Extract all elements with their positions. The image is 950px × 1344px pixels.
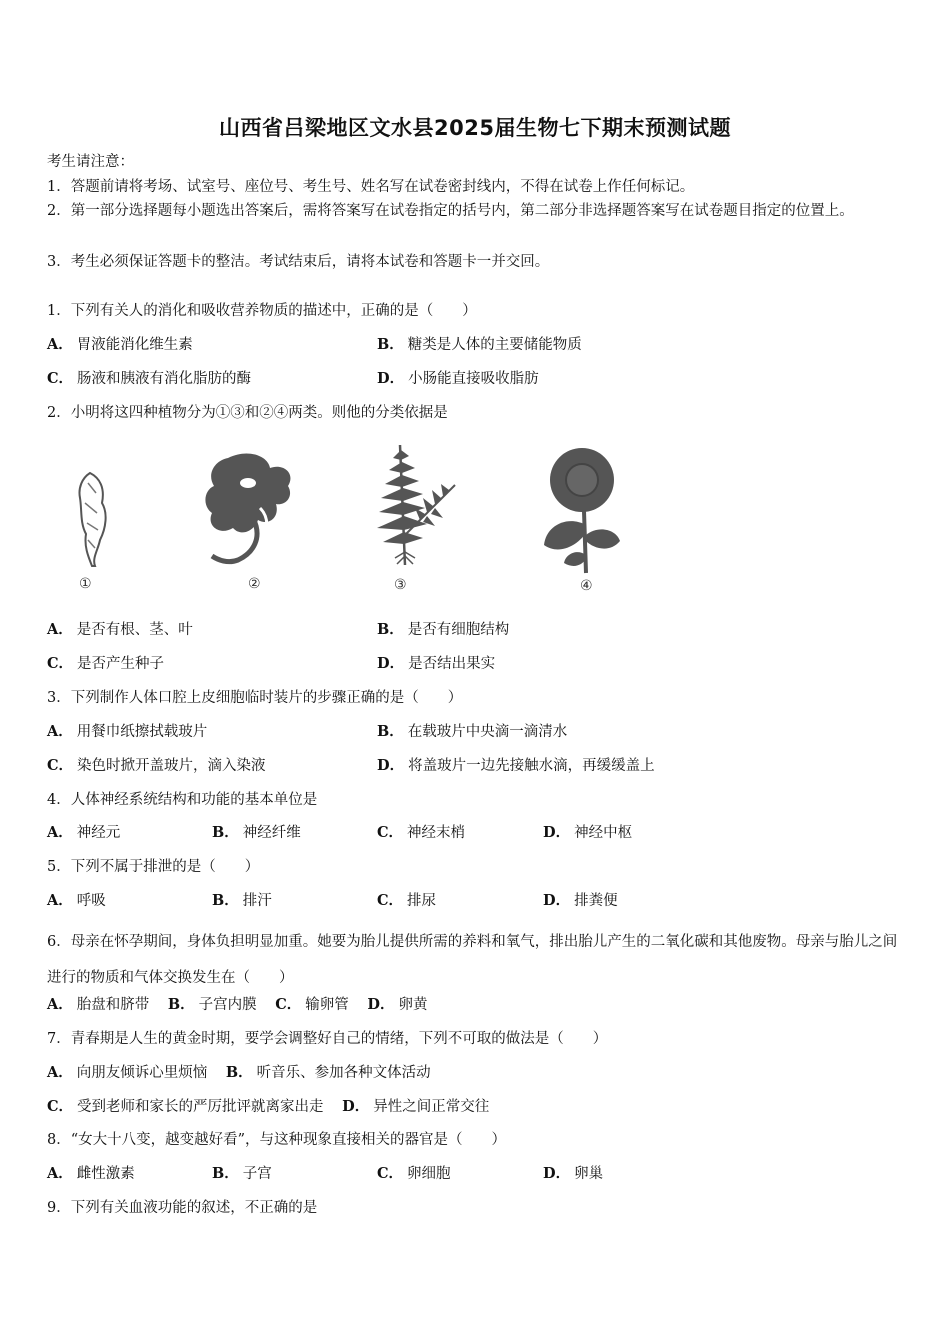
plant-figure-1 (70, 468, 120, 568)
option: D． 将盖玻片一边先接触水滴，再缓缓盖上 (377, 757, 655, 774)
option-row: C． 受到老师和家长的严厉批评就离家出走 D． 异性之间正常交往 (47, 1098, 490, 1115)
plant-figure-2 (198, 448, 298, 568)
option: C． 排尿 (377, 892, 437, 909)
question-stem: 6．母亲在怀孕期间，身体负担明显加重。她要为胎儿提供所需的养料和氧气，排出胎儿产生的二氧化碳和其他废物。母亲与胎儿之间进行的物质和气体交换发生在（ ） (47, 934, 898, 986)
option: B． 糖类是人体的主要储能物质 (377, 336, 582, 353)
notice-heading: 考生请注意： (47, 154, 134, 170)
option: A． 胃液能消化维生素 (47, 336, 193, 353)
option: C． 卵细胞 (377, 1165, 451, 1182)
question-stem: 1．下列有关人的消化和吸收营养物质的描述中，正确的是（ ） (47, 303, 477, 319)
option: C． 神经末梢 (377, 824, 466, 841)
figure-label: ④ (580, 578, 593, 594)
question-stem: 9．下列有关血液功能的叙述，不正确的是 (47, 1200, 318, 1216)
option: B． 子宫 (212, 1165, 272, 1182)
option: B． 是否有细胞结构 (377, 621, 510, 638)
option: D． 卵巢 (543, 1165, 604, 1182)
option: D． 小肠能直接吸收脂肪 (377, 370, 539, 387)
notice-item: 1．答题前请将考场、试室号、座位号、考生号、姓名写在试卷密封线内，不得在试卷上作任何标记。 (47, 179, 695, 195)
option: A． 用餐巾纸擦拭载玻片 (47, 723, 208, 740)
option-row: A． 胎盘和脐带 B． 子宫内膜 C． 输卵管 D． 卵黄 (47, 996, 428, 1013)
notice-item: 3．考生必须保证答题卡的整洁。考试结束后，请将本试卷和答题卡一并交回。 (47, 254, 550, 270)
question-stem: 5．下列不属于排泄的是（ ） (47, 859, 260, 875)
option-row: A． 向朋友倾诉心里烦恼 B． 听音乐、参加各种文体活动 (47, 1064, 431, 1081)
option: B． 神经纤维 (212, 824, 301, 841)
figure-label: ② (248, 576, 261, 592)
question-stem: 3．下列制作人体口腔上皮细胞临时装片的步骤正确的是（ ） (47, 690, 463, 706)
option: A． 神经元 (47, 824, 121, 841)
question-stem: 4．人体神经系统结构和功能的基本单位是 (47, 792, 318, 808)
figure-label: ① (79, 576, 92, 592)
option: D． 神经中枢 (543, 824, 633, 841)
question-stem: 2．小明将这四种植物分为①③和②④两类。则他的分类依据是 (47, 405, 448, 421)
question-stem: 7．青春期是人生的黄金时期，要学会调整好自己的情绪，下列不可取的做法是（ ） (47, 1031, 608, 1047)
notice-item: 2．第一部分选择题每小题选出答案后，需将答案写在试卷指定的括号内，第二部分非选择题答案写在试卷题目指定的位置上。 (47, 203, 854, 219)
option: C． 是否产生种子 (47, 655, 165, 672)
question-stem: 8．“女大十八变，越变越好看”，与这种现象直接相关的器官是（ ） (47, 1132, 507, 1148)
option: A． 是否有根、茎、叶 (47, 621, 193, 638)
option: B． 排汗 (212, 892, 272, 909)
plant-figure-3 (365, 440, 465, 575)
figure-label: ③ (394, 577, 407, 593)
option: D． 是否结出果实 (377, 655, 496, 672)
option: C． 染色时掀开盖玻片，滴入染液 (47, 757, 266, 774)
option: A． 雌性激素 (47, 1165, 135, 1182)
plant-figure-4 (538, 445, 638, 575)
option: D． 排粪便 (543, 892, 618, 909)
option: B． 在载玻片中央滴一滴清水 (377, 723, 568, 740)
option: C． 肠液和胰液有消化脂肪的酶 (47, 370, 252, 387)
page-title: 山西省吕梁地区文水县2025届生物七下期末预测试题 (219, 116, 731, 140)
option: A． 呼吸 (47, 892, 106, 909)
